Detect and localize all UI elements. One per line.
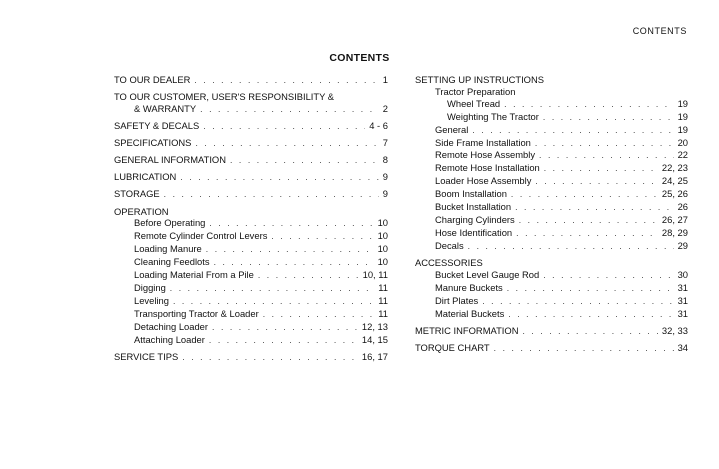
toc-sub-entry — [114, 217, 388, 230]
toc-entry-page: 4 - 6 — [369, 120, 388, 132]
toc-entry-title: Loading Material From a Pile — [134, 269, 254, 281]
toc-sub-entry — [415, 214, 688, 227]
toc-sub-entry — [114, 321, 388, 334]
dot-leader — [519, 215, 658, 227]
toc-entry-page: 2 — [382, 103, 388, 114]
toc-entry-title: Loader Hose Assembly — [435, 175, 532, 187]
dot-leader — [195, 138, 378, 150]
toc-sub-entry — [415, 295, 688, 308]
toc-section-accessories: ACCESSORIES — [415, 256, 483, 268]
toc-entry-title: Bucket Level Gauge Rod — [435, 268, 540, 280]
toc-entry-title: GENERAL INFORMATION — [114, 154, 226, 166]
dot-leader — [182, 352, 358, 364]
toc-entry-title: Remote Cylinder Control Levers — [134, 230, 268, 242]
toc-entry-title: Transporting Tractor & Loader — [134, 307, 259, 319]
toc-sub-entry — [114, 269, 388, 282]
toc-entry-lubrication — [114, 171, 388, 184]
accessories-list — [415, 269, 688, 321]
page-title: CONTENTS — [329, 52, 390, 64]
toc-entry-page: 7 — [382, 137, 388, 149]
toc-entry-page: 16, 17 — [361, 350, 388, 362]
toc-entry-page: 11 — [378, 282, 388, 293]
toc-entry-page: 29 — [677, 239, 688, 251]
toc-entry-page: 19 — [677, 97, 688, 109]
dot-leader — [543, 270, 673, 282]
toc-entry-title: Side Frame Installation — [435, 136, 531, 148]
dot-leader — [504, 99, 673, 111]
toc-entry-to-our-customer: TO OUR CUSTOMER, USER'S RESPONSIBILITY & — [114, 91, 335, 103]
toc-sub-entry — [114, 295, 388, 308]
dot-leader — [515, 202, 673, 214]
toc-entry-title: SAFETY & DECALS — [114, 120, 200, 132]
toc-sub-entry — [415, 162, 688, 175]
dot-leader — [180, 172, 378, 184]
toc-entry-page: 30 — [677, 268, 688, 280]
toc-sub-entry — [415, 137, 688, 150]
toc-right-column — [415, 74, 688, 355]
toc-entry-page: 26 — [677, 201, 688, 213]
toc-entry-title: TORQUE CHART — [415, 341, 490, 353]
toc-sub-entry — [415, 227, 688, 240]
dot-leader — [543, 112, 674, 124]
toc-entry-metric-information — [415, 325, 688, 338]
dot-leader — [263, 309, 375, 321]
toc-entry-torque-chart — [415, 342, 688, 355]
toc-sub-entry — [114, 308, 388, 321]
toc-entry-page: 12, 13 — [361, 320, 388, 332]
toc-sub-entry — [415, 269, 688, 282]
dot-leader — [494, 343, 674, 355]
toc-entry-title: Wheel Tread — [447, 97, 501, 109]
toc-left-column — [114, 74, 388, 364]
toc-sub-entry — [114, 256, 388, 269]
toc-entry-title: Manure Buckets — [435, 281, 503, 293]
toc-sub-entry — [114, 243, 388, 256]
toc-entry-title: Loading Manure — [134, 243, 202, 255]
operation-list — [114, 217, 388, 346]
dot-leader — [516, 228, 658, 240]
toc-entry-title: Weighting The Tractor — [447, 110, 539, 122]
dot-leader — [539, 150, 674, 162]
toc-sub-entry — [114, 334, 388, 347]
toc-entry-title: Decals — [435, 239, 464, 251]
dot-leader — [173, 296, 374, 308]
toc-entry-title: SPECIFICATIONS — [114, 137, 192, 149]
toc-entry-page: 19 — [677, 123, 688, 135]
toc-entry-page: 22, 23 — [661, 162, 688, 174]
toc-sub-entry — [415, 201, 688, 214]
toc-entry-page: 9 — [382, 188, 388, 200]
toc-sub-entry — [415, 98, 688, 111]
toc-entry-page: 31 — [677, 307, 688, 319]
toc-entry-safety — [114, 120, 388, 133]
dot-leader — [209, 335, 358, 347]
toc-entry-page: 34 — [677, 341, 688, 353]
toc-sub-entry — [415, 124, 688, 137]
toc-entry-page: 31 — [677, 281, 688, 293]
toc-entry-page: 11 — [378, 307, 388, 319]
dot-leader — [214, 257, 374, 269]
toc-entry-storage — [114, 188, 388, 201]
dot-leader — [230, 155, 379, 167]
toc-sub-entry — [415, 111, 688, 124]
toc-entry-title: Attaching Loader — [134, 333, 205, 345]
toc-entry-title: Material Buckets — [435, 307, 505, 319]
toc-sub-entry — [415, 240, 688, 253]
toc-entry-page: 9 — [382, 171, 388, 183]
toc-sub-entry — [415, 308, 688, 321]
dot-leader — [206, 244, 374, 256]
toc-entry-page: 10 — [377, 230, 388, 242]
toc-entry-page: 11 — [378, 294, 388, 306]
dot-leader — [258, 270, 359, 282]
toc-sub-entry — [114, 230, 388, 243]
toc-entry-warranty — [114, 103, 388, 116]
toc-entry-service-tips — [114, 351, 388, 364]
toc-sub-entry — [114, 282, 388, 295]
toc-sub-entry — [415, 282, 688, 295]
toc-entry-page: 31 — [677, 294, 688, 306]
toc-entry-title: METRIC INFORMATION — [415, 324, 519, 336]
dot-leader — [200, 104, 379, 116]
toc-section-setting-up: SETTING UP INSTRUCTIONS — [415, 74, 545, 85]
toc-entry-title: Remote Hose Installation — [435, 162, 540, 174]
toc-entry-title: Before Operating — [134, 217, 206, 229]
dot-leader — [535, 176, 658, 188]
toc-entry-page: 24, 25 — [661, 175, 688, 187]
setup-list — [415, 124, 688, 253]
toc-entry-page: 10 — [377, 217, 388, 229]
toc-entry-title: Hose Identification — [435, 226, 513, 238]
toc-entry-title: STORAGE — [114, 188, 160, 200]
toc-entry-page: 19 — [677, 110, 688, 122]
toc-entry-page: 22 — [677, 149, 688, 161]
dot-leader — [209, 218, 373, 230]
toc-entry-to-our-dealer — [114, 74, 388, 87]
toc-entry-title: Digging — [134, 282, 166, 293]
toc-entry-title: Cleaning Feedlots — [134, 256, 210, 268]
toc-section-operation: OPERATION — [114, 205, 169, 217]
toc-entry-page: 8 — [382, 154, 388, 166]
toc-entry-title: SERVICE TIPS — [114, 350, 179, 362]
toc-entry-title: & WARRANTY — [134, 103, 197, 114]
dot-leader — [468, 241, 674, 253]
toc-entry-title: LUBRICATION — [114, 171, 177, 183]
dot-leader — [482, 296, 673, 308]
toc-subsection-tractor-preparation: Tractor Preparation — [435, 85, 516, 97]
toc-entry-page: 20 — [677, 136, 688, 148]
toc-entry-title: Bucket Installation — [435, 201, 512, 213]
toc-entry-page: 26, 27 — [661, 213, 688, 225]
toc-entry-page: 10 — [377, 256, 388, 268]
dot-leader — [508, 309, 673, 321]
toc-entry-title: General — [435, 123, 469, 135]
toc-sub-entry — [415, 175, 688, 188]
dot-leader — [170, 283, 374, 295]
dot-leader — [535, 138, 674, 150]
toc-entry-page: 14, 15 — [361, 333, 388, 345]
toc-entry-page: 32, 33 — [661, 324, 688, 336]
toc-entry-page: 10, 11 — [362, 269, 388, 281]
toc-entry-page: 1 — [382, 74, 388, 85]
toc-entry-title: Dirt Plates — [435, 294, 479, 306]
toc-entry-page: 28, 29 — [661, 226, 688, 238]
running-head: CONTENTS — [632, 26, 687, 36]
dot-leader — [212, 322, 358, 334]
dot-leader — [203, 121, 365, 133]
dot-leader — [194, 75, 378, 87]
toc-entry-title: TO OUR DEALER — [114, 74, 191, 85]
toc-entry-general-information — [114, 154, 388, 167]
dot-leader — [522, 326, 657, 338]
toc-entry-title: Charging Cylinders — [435, 213, 515, 225]
toc-entry-page: 10 — [377, 243, 388, 255]
dot-leader — [164, 189, 379, 201]
dot-leader — [472, 125, 673, 137]
toc-entry-title: Leveling — [134, 294, 169, 306]
toc-entry-title: Boom Installation — [435, 188, 507, 200]
dot-leader — [507, 283, 674, 295]
toc-entry-specifications — [114, 137, 388, 150]
dot-leader — [544, 163, 658, 175]
dot-leader — [271, 231, 373, 243]
toc-entry-title: Remote Hose Assembly — [435, 149, 536, 161]
toc-sub-entry — [415, 188, 688, 201]
toc-sub-entry — [415, 149, 688, 162]
toc-entry-title: Detaching Loader — [134, 320, 209, 332]
dot-leader — [511, 189, 658, 201]
toc-entry-page: 25, 26 — [661, 188, 688, 200]
